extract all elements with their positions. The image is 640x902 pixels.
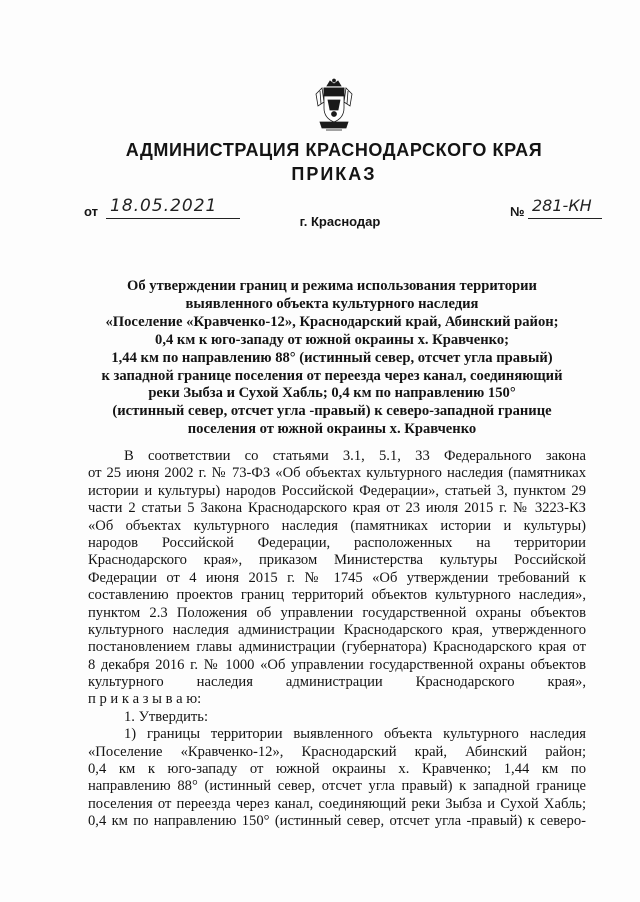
handwritten-number: 281-КН: [528, 196, 602, 219]
body-line: истории и культуры) народов Российской Федерации», статьей 3, пунктом 29: [88, 482, 586, 499]
coat-of-arms-icon: [312, 78, 356, 132]
body-line: «Об объектах культурного наследия (памятниках истории и культуры): [88, 517, 586, 534]
handwritten-date: 18.05.2021: [106, 196, 240, 219]
body-line: части 2 статьи 5 Закона Краснодарского края от 23 июля 2015 г. № 3223-КЗ: [88, 500, 586, 517]
subject-line: выявленного объекта культурного наследия: [185, 295, 479, 312]
date-prefix: от: [84, 204, 98, 219]
subject-line: поселения от южной окраины х. Кравченко: [187, 421, 477, 438]
document-type: ПРИКАЗ: [291, 164, 377, 184]
body-line: направлению 88° (истинный север, отсчет угла правый) к западной границе: [88, 778, 586, 795]
body-line: Федерации от 4 июня 2015 г. № 1745 «Об утверждении требований к: [88, 569, 586, 586]
subject-line: Об утверждении границ и режима использования территории: [127, 278, 537, 294]
order-subject: [90, 278, 574, 439]
body-line: составлению проектов границ территорий объектов культурного наследия»,: [88, 587, 586, 604]
body-line: п р и к а з ы в а ю:: [88, 691, 202, 708]
body-line: от 25 июня 2002 г. № 73-ФЗ «Об объектах культурного наследия (памятниках: [88, 465, 586, 482]
subject-line: «Поселение «Кравченко-12», Краснодарский край, Абинский район;: [105, 313, 559, 330]
subject-line: (истинный север, отсчет угла -правый) к северо-западной границе: [112, 403, 552, 420]
body-line: 1) границы территории выявленного объекта культурного наследия: [124, 726, 586, 743]
body-line: культурного наследия администрации Краснодарского края, утвержденного: [88, 621, 586, 638]
organization-title: АДМИНИСТРАЦИЯ КРАСНОДАРСКОГО КРАЯ: [125, 140, 543, 160]
body-line: 1. Утвердить:: [124, 708, 209, 725]
subject-line: 0,4 км к юго-западу от южной окраины х. Кравченко;: [155, 331, 509, 348]
body-line: культурного наследия администрации Краснодарского края»,: [88, 674, 586, 691]
subject-line: к западной границе поселения от переезда через канал, соединяющий: [101, 367, 563, 384]
body-line: пунктом 2.3 Положения об управлении государственной охраны объектов: [88, 604, 586, 621]
city-label: г. Краснодар: [299, 214, 381, 229]
body-line: 0,4 км к юго-западу от южной окраины х. Кравченко; 1,44 км по: [88, 761, 586, 778]
body-line: народов Российской Федерации, расположенных на территории: [88, 534, 586, 551]
subject-line: 1,44 км по направлению 88° (истинный север, отсчет угла правый): [111, 349, 553, 366]
body-line: В соответствии со статьями 3.1, 5.1, 33 Федерального закона: [124, 448, 586, 464]
body-line: 8 декабря 2016 г. № 1000 «Об управлении государственной охраны объектов: [88, 656, 586, 673]
body-line: «Поселение «Кравченко-12», Краснодарский край, Абинский район;: [88, 743, 586, 760]
subject-line: реки Зыбза и Сухой Хабль; 0,4 км по направлению 150°: [148, 385, 516, 402]
order-body: [88, 448, 586, 831]
body-line: Краснодарского края», приказом Министерства культуры Российской: [88, 552, 586, 569]
body-line: 0,4 км по направлению 150° (истинный север, отсчет угла -правый) к северо-: [88, 813, 586, 830]
body-line: поселения от переезда через канал, соединяющий реки Зыбза и Сухой Хабль;: [88, 795, 586, 812]
body-line: постановлением главы администрации (губернатора) Краснодарского края от: [88, 639, 586, 656]
number-prefix: №: [510, 204, 525, 219]
